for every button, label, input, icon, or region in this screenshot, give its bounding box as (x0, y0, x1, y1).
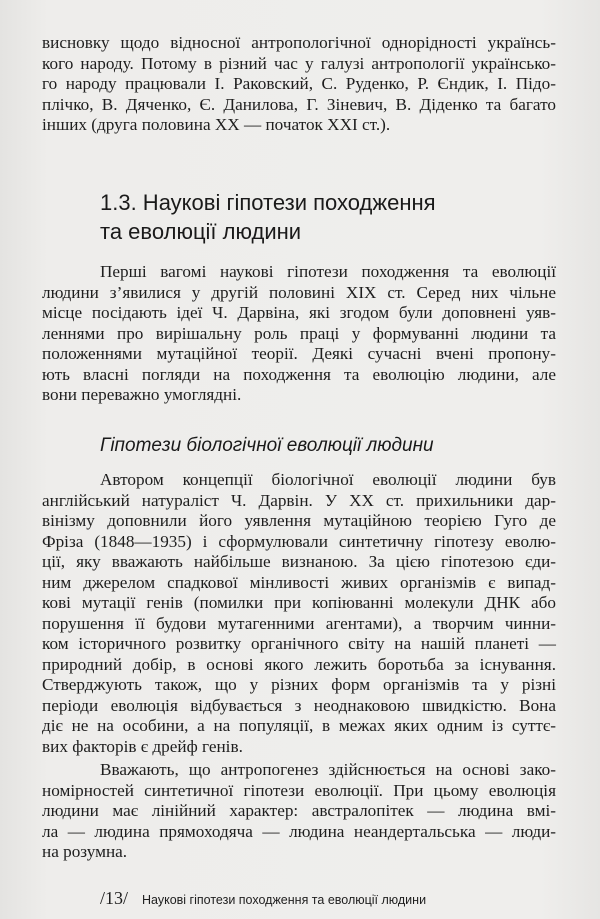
text-line: номірностей синтетичної гіпотези еволюції. При цьому еволюція (42, 780, 556, 800)
text-line: періоди еволюція відбувається з неоднаковою швидкістю. Вона (42, 695, 556, 715)
text-line: вих факторів є дрейф генів. (42, 736, 243, 756)
text-line: Перші вагомі наукові гіпотези походження та еволюції (100, 262, 556, 281)
text-line: на розумна. (42, 842, 128, 861)
text-line: місце посідають ідеї Ч. Дарвіна, які згодом були доповнені уяв- (42, 303, 556, 322)
text-line: англійський натураліст Ч. Дарвін. У XX ст. прихильники дар- (42, 490, 556, 510)
text-line: Стверджують також, що у різних форм організмів та у різні (42, 675, 556, 694)
text-line: Фріза (1848—1935) і сформулювали синтетичну гіпотезу еволю- (42, 531, 556, 551)
intro-paragraph (42, 33, 556, 136)
page-footer (100, 888, 426, 909)
text-line: людини з’явилися у другій половині XIX ст. Серед них чільне (42, 282, 556, 302)
text-line: ції, яку вважають найбільше визнаною. За цією гіпотезою єди- (42, 552, 556, 571)
text-line: ним джерелом спадкової мінливості живих організмів є випад- (42, 572, 556, 592)
section-heading-line: та еволюції людини (100, 219, 302, 244)
text-line: людини має лінійний характер: австралопітек — людина вмі- (42, 801, 556, 820)
subheading: Гіпотези біологічної еволюції людини (100, 435, 434, 456)
text-line: висновку щодо відносної антропологічної однорідності українсь- (42, 33, 556, 52)
text-line: діє не на особини, а на популяції, в межах яких одним із суттє- (42, 716, 556, 735)
paragraph-2 (42, 470, 556, 757)
text-line: кого народу. Потому в різний час у галузі антропології українсько- (42, 53, 556, 73)
text-line: ють власні погляди на походження та еволюцію людини, але (42, 364, 556, 384)
text-line: плічко, В. Дяченко, Є. Данилова, Г. Зіневич, В. Діденко та багато (42, 94, 556, 114)
text-line: ла — людина прямоходяча — людина неандертальська — люди- (42, 821, 556, 841)
text-line: природний добір, в основі якого лежить боротьба за існування. (42, 654, 556, 674)
text-line: Автором концепції біологічної еволюції людини був (100, 470, 556, 489)
text-line: леннями про вирішальну роль праці у формуванні людини та (42, 323, 556, 343)
page-number: /13/ (100, 888, 129, 908)
text-line: вони переважно умоглядні. (42, 385, 242, 404)
text-line: го народу працювали І. Раковский, С. Руденко, Р. Єндик, І. Підо- (42, 74, 556, 93)
paragraph-1 (42, 262, 556, 406)
running-title: Наукові гіпотези походження та еволюції людини (142, 893, 427, 907)
text-line: ком історичного розвитку органічного світу на нашій планеті — (42, 634, 556, 653)
text-line: кові мутації генів (помилки при копіюванні молекули ДНК або (42, 593, 556, 612)
text-line: порушення її будови мутагенними агентами), а творчим чинни- (42, 613, 556, 633)
section-heading (100, 188, 436, 246)
text-line: вінізму доповнили його уявлення мутаційною теорією Гуго де (42, 511, 556, 530)
text-line: інших (друга половина XX — початок XXI ст.). (42, 115, 391, 134)
text-line: положеннями мутаційної теорії. Деякі сучасні вчені пропону- (42, 344, 556, 363)
paragraph-3 (42, 760, 556, 863)
section-heading-line: 1.3. Наукові гіпотези походження (100, 190, 436, 215)
text-line: Вважають, що антропогенез здійснюється на основі зако- (100, 760, 556, 779)
